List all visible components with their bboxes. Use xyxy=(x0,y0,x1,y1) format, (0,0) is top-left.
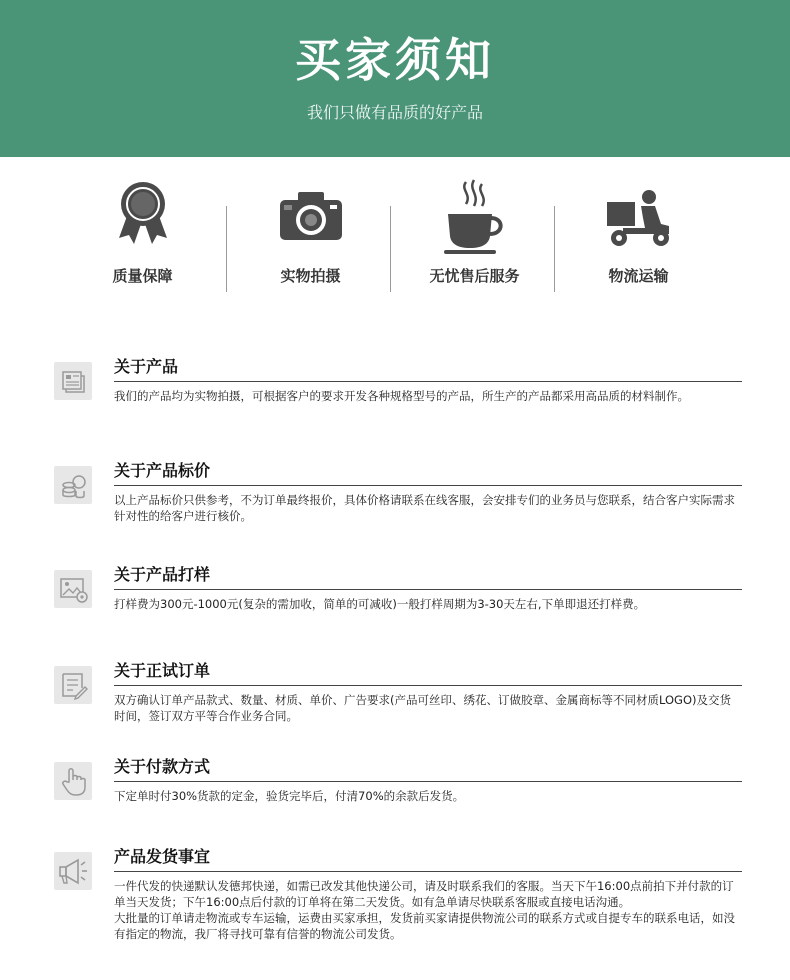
feature-label: 无忧售后服务 xyxy=(429,267,520,285)
section-title: 产品发货事宜 xyxy=(114,846,742,872)
feature-photo xyxy=(228,178,393,298)
section-title: 关于产品 xyxy=(114,356,742,382)
feature-row xyxy=(60,178,730,298)
section-body xyxy=(114,596,742,612)
section-text: 下定单时付30%货款的定金，验货完毕后，付清70%的余款后发货。 xyxy=(114,789,465,803)
section-body xyxy=(114,878,742,942)
feature-label: 实物拍摄 xyxy=(280,267,341,285)
order-form-icon xyxy=(54,666,92,704)
section-text: 以上产品标价只供参考，不为订单最终报价，具体价格请联系在线客服，会安排专们的业务员与您联系，结合客户实际需求针对性的给客户进行核价。 xyxy=(114,493,735,523)
section-text: 我们的产品均为实物拍摄，可根据客户的要求开发各种规格型号的产品，所生产的产品都采用高品质的材料制作。 xyxy=(114,389,689,403)
feature-label: 物流运输 xyxy=(608,267,669,285)
megaphone-icon xyxy=(54,852,92,890)
divider xyxy=(226,206,227,292)
divider xyxy=(390,206,391,292)
feature-quality xyxy=(60,178,225,298)
section-body xyxy=(114,492,742,524)
page-title: 买家须知 xyxy=(295,33,495,87)
section-body xyxy=(114,388,742,404)
page-subtitle: 我们只做有品质的好产品 xyxy=(306,103,483,122)
medal-icon xyxy=(60,178,225,258)
section-text: 大批量的订单请走物流或专车运输，运费由买家承担，发货前买家请提供物流公司的联系方式或自提专车的联系电话，如没有指定的物流，我厂将寻找可靠有信誉的物流公司发货。 xyxy=(114,911,735,941)
camera-icon xyxy=(228,178,393,258)
section-text: 打样费为300元-1000元(复杂的需加收，简单的可减收)一般打样周期为3-30天左右,下单即退还打样费。 xyxy=(114,597,646,611)
feature-logistics xyxy=(556,178,721,298)
hand-tap-icon xyxy=(54,762,92,800)
coffee-cup-icon xyxy=(392,178,557,258)
section-text: 双方确认订单产品款式、数量、材质、单价、广告要求(产品可丝印、绣花、订做胶章、金属商标等不同材质LOGO)及交货时间，签订双方平等合作业务合同。 xyxy=(114,693,731,723)
section-title: 关于正试订单 xyxy=(114,660,742,686)
section-title: 关于产品打样 xyxy=(114,564,742,590)
section-text: 一件代发的快递默认发德邦快递，如需已改发其他快递公司，请及时联系我们的客服。当天下午16:00点前拍下并付款的订单当天发货；下午16:00点后付款的订单将在第二天发货。如有急单请尽快联系客服或直接电话沟通。 xyxy=(114,879,734,909)
image-settings-icon xyxy=(54,570,92,608)
section-body xyxy=(114,692,742,724)
feature-aftersales xyxy=(392,178,557,298)
divider xyxy=(554,206,555,292)
delivery-scooter-icon xyxy=(556,178,721,258)
section-title: 关于产品标价 xyxy=(114,460,742,486)
section-body xyxy=(114,788,742,804)
header-banner xyxy=(0,0,790,157)
document-icon xyxy=(54,362,92,400)
coins-icon xyxy=(54,466,92,504)
section-title: 关于付款方式 xyxy=(114,756,742,782)
feature-label: 质量保障 xyxy=(112,267,173,285)
